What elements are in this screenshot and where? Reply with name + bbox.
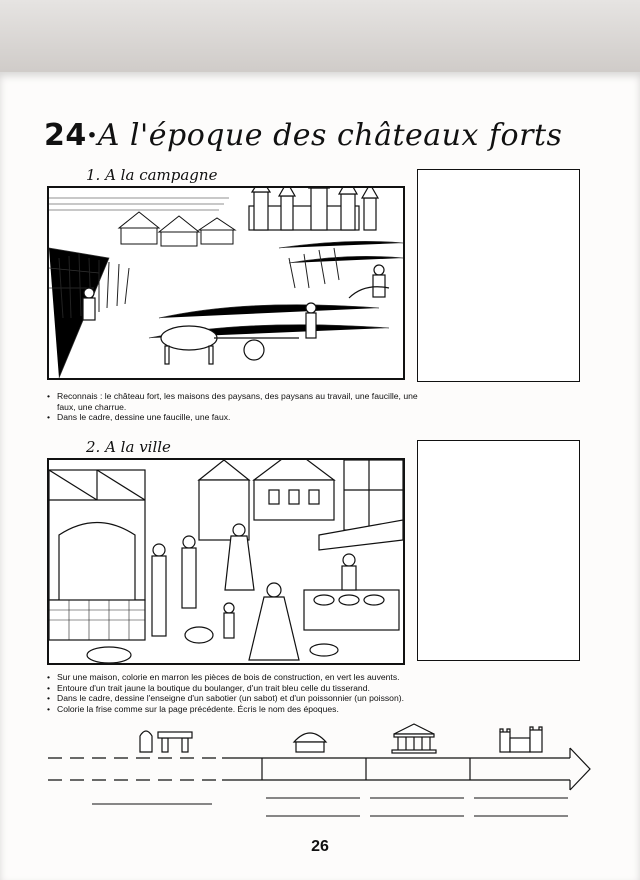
hut-icon bbox=[294, 733, 326, 752]
instruction-item: • Sur une maison, colorie en marron les pièces de bois de construction, en vert les auvents. bbox=[47, 672, 507, 683]
section2-instructions bbox=[47, 672, 507, 714]
instruction-item: • Reconnais : le château fort, les maisons des paysans, des paysans au travail, une faucille, une faux, une charrue. bbox=[47, 391, 427, 412]
megalith-dolmen-icon bbox=[140, 731, 192, 752]
countryside-castle-illustration bbox=[49, 188, 403, 378]
town-picture bbox=[47, 458, 405, 665]
prehistory-dashed-band bbox=[48, 758, 222, 780]
medieval-town-market-illustration bbox=[49, 460, 403, 663]
lesson-number: 24 bbox=[44, 118, 87, 153]
drawing-frame-2[interactable] bbox=[417, 440, 580, 661]
countryside-picture bbox=[47, 186, 405, 380]
instruction-item: • Colorie la frise comme sur la page précédente. Écris le nom des époques. bbox=[47, 704, 507, 715]
timeline-arrow bbox=[222, 748, 590, 790]
instruction-item: • Dans le cadre, dessine l'enseigne d'un sabotier (un sabot) et d'un poissonnier (un poisson). bbox=[47, 693, 507, 704]
greek-temple-icon bbox=[392, 724, 436, 753]
page-title bbox=[44, 118, 604, 164]
title-separator: · bbox=[86, 118, 98, 153]
drawing-frame-1[interactable] bbox=[417, 169, 580, 382]
section1-heading: 1. A la campagne bbox=[86, 166, 218, 184]
section2-heading: 2. A la ville bbox=[86, 438, 171, 456]
instruction-item: • Dans le cadre, dessine une faucille, une faux. bbox=[47, 412, 427, 423]
timeline-frise bbox=[40, 720, 600, 840]
section1-instructions bbox=[47, 391, 427, 423]
epoch-name-lines bbox=[92, 798, 568, 816]
page-number: 26 bbox=[311, 838, 329, 855]
scan-background bbox=[0, 0, 640, 74]
castle-icon bbox=[500, 727, 542, 752]
lesson-title: A l'époque des châteaux forts bbox=[97, 118, 563, 153]
instruction-item: • Entoure d'un trait jaune la boutique du boulanger, d'un trait bleu celle du tisserand. bbox=[47, 683, 507, 694]
